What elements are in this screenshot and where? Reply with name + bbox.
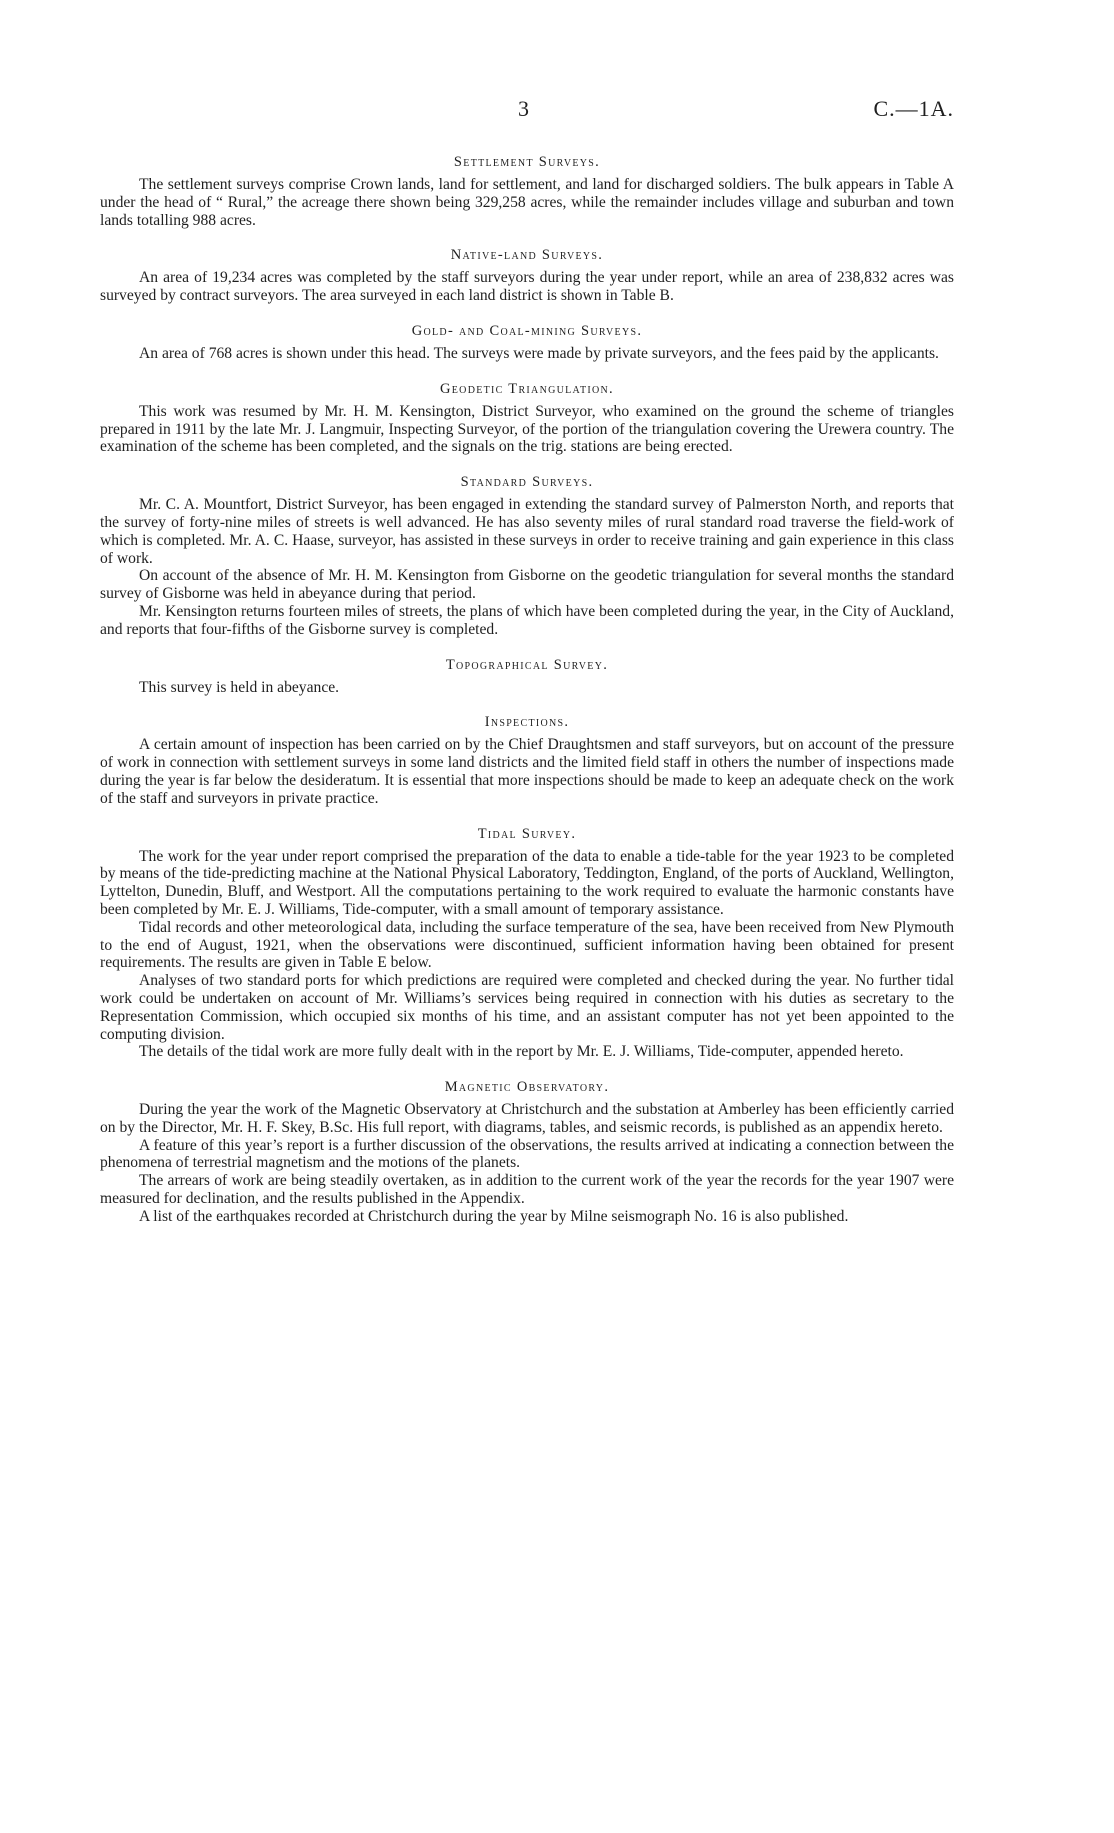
paragraph: An area of 768 acres is shown under this head. The surveys were made by private surveyors, and the fees paid by the applicants.	[139, 344, 939, 362]
section-heading: Magnetic Observatory.	[444, 1079, 610, 1096]
paragraph: The details of the tidal work are more fully dealt with in the report by Mr. E. J. Williams, Tide-computer, appended hereto.	[139, 1043, 904, 1061]
section-gold-coal-mining-surveys	[100, 321, 954, 363]
paragraph: The settlement surveys comprise Crown lands, land for settlement, and land for discharged soldiers. The bulk appears in Table A under the head of “ Rural,” the acreage there shown being 329,258 acres, while the remainder includes village and suburban and town lands totalling 988 acres.	[100, 176, 954, 229]
section-heading: Inspections.	[484, 714, 570, 731]
paragraph: An area of 19,234 acres was completed by the staff surveyors during the year under report, while an area of 238,832 acres was surveyed by contract surveyors. The area surveyed in each land district is shown in Table B.	[100, 269, 954, 305]
section-heading: Geodetic Triangulation.	[440, 380, 614, 397]
section-settlement-surveys	[100, 152, 954, 229]
paragraph: During the year the work of the Magnetic Observatory at Christchurch and the substation at Amberley has been efficiently carried on by the Director, Mr. H. F. Skey, B.Sc. His full report, with diagrams, tables, and seismic records, is published as an appendix hereto.	[100, 1101, 954, 1136]
paragraph: On account of the absence of Mr. H. M. Kensington from Gisborne on the geodetic triangulation for several months the standard survey of Gisborne was held in abeyance during that period.	[100, 567, 954, 603]
section-heading: Tidal Survey.	[477, 825, 577, 842]
paragraph: The work for the year under report comprised the preparation of the data to enable a tide-table for the year 1923 to be completed by means of the tide-predicting machine at the National Physical Laboratory, Teddington, England, of the ports of Auckland, Wellington, Lyttelton, Dunedin, Bluff, and Westport. All the computations pertaining to the work required to evaluate the harmonic constants have been completed by Mr. E. J. Williams, Tide-computer, with a small amount of temporary assistance.	[100, 847, 954, 918]
section-heading: Gold- and Coal-mining Surveys.	[411, 322, 643, 339]
paragraph: Mr. C. A. Mountfort, District Surveyor, has been engaged in extending the standard survey of Palmerston North, and reports that the survey of forty-nine miles of streets is well advanced. He has also seventy miles of rural standard road traverse the field-work of which is completed. Mr. A. C. Haase, surveyor, has assisted in these surveys in order to receive training and gain experience in this class of work.	[100, 496, 954, 567]
section-tidal-survey	[100, 824, 954, 1062]
section-geodetic-triangulation	[100, 379, 954, 456]
section-heading: Standard Surveys.	[460, 474, 594, 491]
section-standard-surveys	[100, 472, 954, 638]
page-number: 3	[518, 96, 530, 121]
section-topographical-survey	[100, 655, 954, 697]
paragraph: Tidal records and other meteorological data, including the surface temperature of the sea, have been received from New Plymouth to the end of August, 1921, when the observations were discontinued, sufficient information having been obtained for present requirements. The results are given in Table E below.	[100, 918, 954, 972]
page-header	[100, 96, 954, 136]
paragraph: A feature of this year’s report is a further discussion of the observations, the results arrived at indicating a connection between the phenomena of terrestrial magnetism and the motions of the planets.	[100, 1136, 954, 1172]
paragraph: This work was resumed by Mr. H. M. Kensington, District Surveyor, who examined on the ground the scheme of triangles prepared in 1911 by the late Mr. J. Langmuir, Inspecting Surveyor, of the portion of the triangulation covering the Urewera country. The examination of the scheme has been completed, and the signals on the trig. stations are being erected.	[100, 402, 954, 456]
paragraph: A list of the earthquakes recorded at Christchurch during the year by Milne seismograph No. 16 is also published.	[139, 1207, 849, 1225]
document-page	[100, 96, 954, 1226]
paragraph: This survey is held in abeyance.	[139, 678, 340, 696]
section-heading: Settlement Surveys.	[453, 154, 601, 170]
section-native-land-surveys	[100, 245, 954, 305]
paragraph: The arrears of work are being steadily overtaken, as in addition to the current work of the year the records for the year 1907 were measured for declination, and the results published in the Appendix.	[100, 1172, 954, 1208]
document-reference: C.—1A.	[873, 96, 954, 121]
paragraph: Analyses of two standard ports for which predictions are required were completed and checked during the year. No further tidal work could be undertaken on account of Mr. Williams’s services being required in connection with his duties as secretary to the Representation Commission, which occupied six months of his time, and an assistant computer has not yet been appointed to the computing division.	[100, 972, 954, 1043]
paragraph: A certain amount of inspection has been carried on by the Chief Draughtsmen and staff surveyors, but on account of the pressure of work in connection with settlement surveys in some land districts and the limited field staff in others the number of inspections made during the year is far below the desideratum. It is essential that more inspections should be made to keep an adequate check on the work of the staff and surveyors in private practice.	[100, 736, 954, 807]
paragraph: Mr. Kensington returns fourteen miles of streets, the plans of which have been completed during the year, in the City of Auckland, and reports that four-fifths of the Gisborne survey is completed.	[100, 602, 954, 638]
section-heading: Topographical Survey.	[445, 656, 609, 673]
section-heading: Native-land Surveys.	[450, 247, 604, 264]
section-magnetic-observatory	[100, 1077, 954, 1226]
section-inspections	[100, 712, 954, 807]
